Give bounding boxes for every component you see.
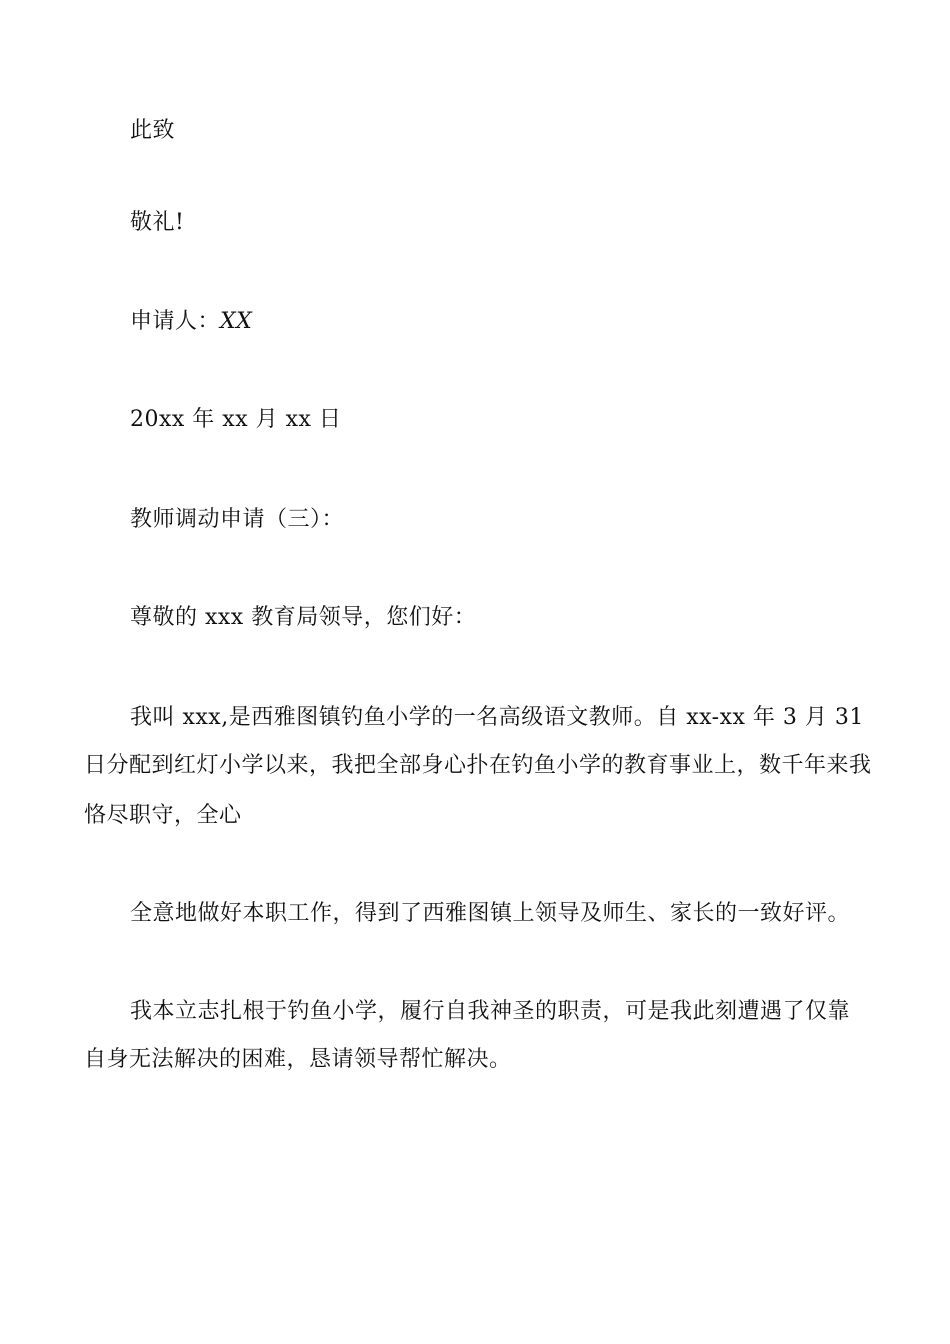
date-line: 20xx 年 xx 月 xx 日 [130, 407, 342, 432]
section-heading: 教师调动申请（三）： [130, 507, 345, 532]
paragraph-1-line-3: 恪尽职守，全心 [84, 803, 242, 828]
salutation: 尊敬的 xxx 教育局领导，您们好： [130, 605, 477, 630]
paragraph-3-line-1: 我本立志扎根于钓鱼小学，履行自我神圣的职责，可是我此刻遭遇了仅靠 [130, 999, 851, 1024]
closing-line-2: 敬礼! [130, 210, 185, 235]
applicant-name: XX [220, 309, 253, 334]
paragraph-3-line-2: 自身无法解决的困难，恳请领导帮忙解决。 [84, 1047, 512, 1072]
paragraph-1-line-2: 日分配到红灯小学以来，我把全部身心扑在钓鱼小学的教育事业上，数千年来我 [84, 753, 872, 778]
paragraph-1-line-1: 我叫 xxx,是西雅图镇钓鱼小学的一名高级语文教师。自 xx-xx 年 3 月 31 [130, 705, 864, 730]
applicant-label: 申请人： [130, 309, 221, 334]
paragraph-2-line-1: 全意地做好本职工作，得到了西雅图镇上领导及师生、家长的一致好评。 [130, 901, 851, 926]
closing-line-1: 此致 [130, 118, 176, 143]
applicant-line [130, 307, 252, 337]
